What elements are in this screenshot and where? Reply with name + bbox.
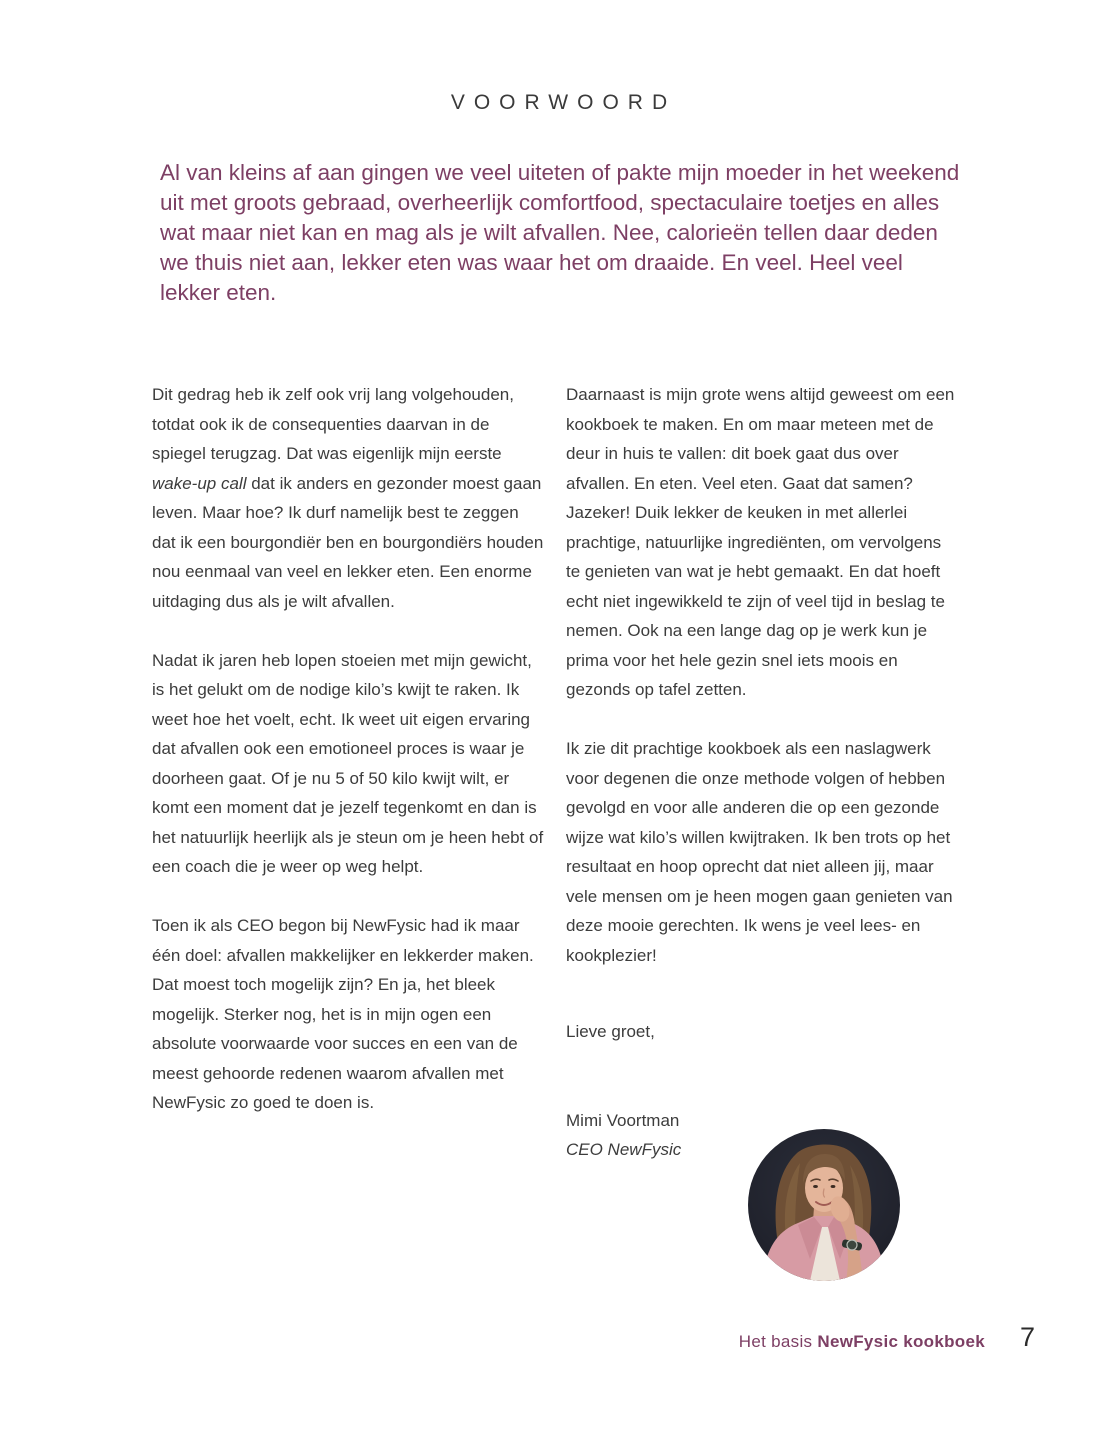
intro-paragraph: Al van kleins af aan gingen we veel uiteten of pakte mijn moeder in het weekend uit met groots gebraad, overheerlijk comfortfood, spectaculaire toetjes en alles wat maar niet kan en mag als je wilt afvallen. Nee, calorieën tellen daar deden we thuis niet aan, lekker eten was waar het om draaide. En veel. Heel veel lekker eten. <box>160 160 960 305</box>
body-paragraph: Nadat ik jaren heb lopen stoeien met mijn gewicht, is het gelukt om de nodige kilo’s kwijt te raken. Ik weet hoe het voelt, echt. Ik weet uit eigen ervaring dat afvallen ook een emotioneel proces is waar je doorheen gaat. Of je nu 5 of 50 kilo kwijt wilt, er komt een moment dat je jezelf tegenkomt en dan is het natuurlijk heerlijk als je steun om je heen hebt of een coach die je weer op weg helpt. <box>152 650 544 876</box>
footer-book-title <box>739 1332 985 1352</box>
body-column-right <box>566 380 958 1165</box>
footer-book-title-regular: Het basis <box>738 1332 818 1351</box>
page-title: VOORWOORD <box>450 91 677 114</box>
body-column-right-paragraphs <box>566 380 958 970</box>
page-number: 7 <box>1020 1322 1036 1352</box>
body-paragraph: Ik zie dit prachtige kookboek als een naslagwerk voor degenen die onze methode volgen of hebben gevolgd en voor alle anderen die op een gezonde wijze wat kilo’s willen kwijtraken. Ik ben trots op het resultaat en hoop oprecht dat niet alleen jij, maar vele mensen om je heen mogen gaan genieten van deze mooie gerechten. Ik wens je veel lees- en kookplezier! <box>566 739 953 965</box>
body-paragraph: Dit gedrag heb ik zelf ook vrij lang volgehouden, totdat ook ik de consequenties daarvan in de spiegel terugzag. Dat was eigenlijk mijn eerste wake-up call dat ik anders en gezonder moest gaan leven. Maar hoe? Ik durf namelijk best te zeggen dat ik een bourgondiër ben en bourgondiërs houden nou eenmaal van veel en lekker eten. Een enorme uitdaging dus als je wilt afvallen. <box>152 385 544 611</box>
signature-name: Mimi Voortman <box>566 1110 680 1130</box>
body-columns <box>152 380 958 1165</box>
signature-greeting: Lieve groet, <box>566 1022 655 1041</box>
body-paragraph: Daarnaast is mijn grote wens altijd geweest om een kookboek te maken. En om maar meteen met de deur in huis te vallen: dit boek gaat dus over afvallen. En eten. Veel eten. Gaat dat samen? Jazeker! Duik lekker de keuken in met allerlei prachtige, natuurlijke ingrediënten, om vervolgens te genieten van wat je hebt gemaakt. En dat hoeft echt niet ingewikkeld te zijn of veel tijd in beslag te nemen. Ook na een lange dag op je werk kun je prima voor het hele gezin snel iets moois en gezonds op tafel zetten. <box>566 385 955 699</box>
portrait-photo-illustration <box>748 1129 900 1281</box>
body-column-left <box>152 380 544 1165</box>
footer-book-title-bold: NewFysic kookboek <box>817 1332 985 1351</box>
signature-role: CEO NewFysic <box>566 1140 682 1159</box>
body-paragraph: Toen ik als CEO begon bij NewFysic had ik maar één doel: afvallen makkelijker en lekkerder maken. Dat moest toch mogelijk zijn? En ja, het bleek mogelijk. Sterker nog, het is in mijn ogen een absolute voorwaarde voor succes en een van de meest gehoorde redenen waarom afvallen met NewFysic zo goed te doen is. <box>152 916 534 1112</box>
portrait-photo <box>748 1129 900 1281</box>
